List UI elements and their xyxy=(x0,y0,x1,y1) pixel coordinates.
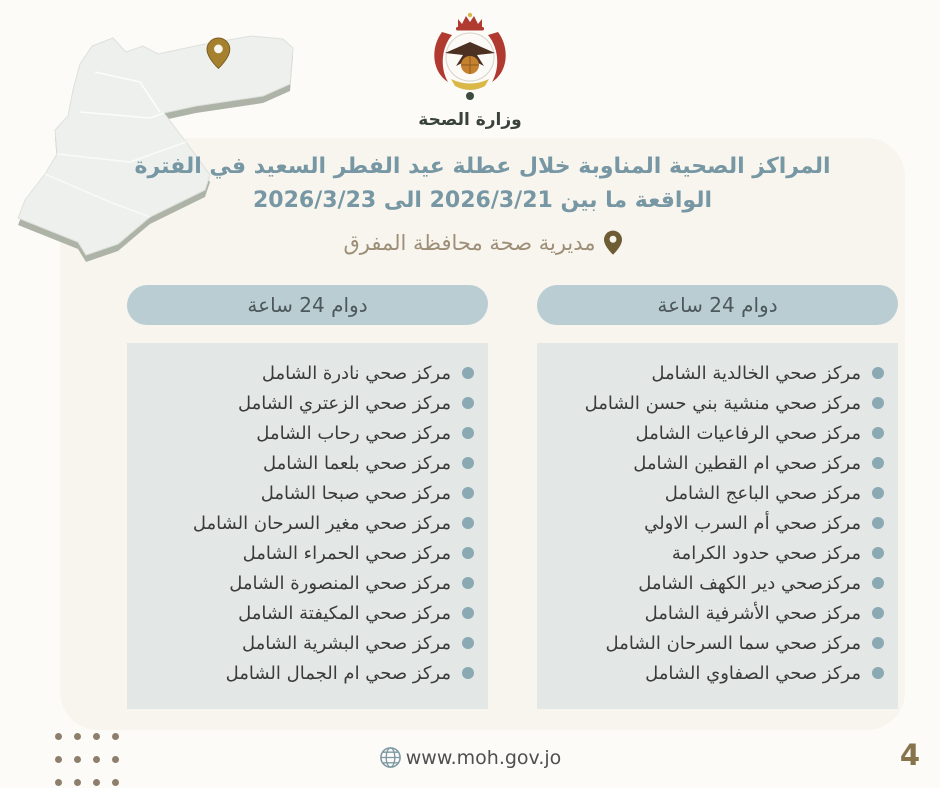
bullet-icon xyxy=(872,457,884,469)
page-number: 4 xyxy=(899,738,920,772)
bullet-icon xyxy=(462,637,474,649)
ministry-name: وزارة الصحة xyxy=(418,110,522,130)
list-item xyxy=(551,418,884,448)
crown-base xyxy=(456,27,484,31)
bullet-icon xyxy=(462,667,474,679)
bullet-icon xyxy=(872,637,884,649)
list-item xyxy=(141,538,474,568)
bullet-icon xyxy=(462,517,474,529)
health-center-name: مركز صحي ام القطين الشامل xyxy=(633,452,861,474)
health-center-name: مركز صحي الحمراء الشامل xyxy=(242,542,451,564)
column-left-list xyxy=(127,343,488,709)
list-item xyxy=(551,508,884,538)
dot xyxy=(112,733,119,740)
health-center-name: مركز صحي منشية بني حسن الشامل xyxy=(584,392,861,414)
list-item xyxy=(551,538,884,568)
health-center-name: مركز صحي الصفاوي الشامل xyxy=(645,662,861,684)
bullet-icon xyxy=(872,667,884,679)
dot xyxy=(112,779,119,786)
health-center-name: مركز صحي بلعما الشامل xyxy=(263,452,451,474)
bullet-icon xyxy=(872,397,884,409)
jordan-map xyxy=(0,12,300,262)
directorate-label: مديرية صحة محافظة المفرق xyxy=(343,231,596,255)
bullet-icon xyxy=(462,577,474,589)
bullet-icon xyxy=(462,547,474,559)
crown-orb xyxy=(468,13,472,17)
health-center-name: مركزصحي دير الكهف الشامل xyxy=(638,572,861,594)
list-item xyxy=(551,598,884,628)
website-row xyxy=(0,746,940,769)
list-item xyxy=(141,658,474,688)
list-item xyxy=(551,568,884,598)
list-item xyxy=(551,478,884,508)
bullet-icon xyxy=(462,487,474,499)
list-item xyxy=(551,658,884,688)
bullet-icon xyxy=(872,607,884,619)
column-left-header: دوام 24 ساعة xyxy=(127,285,488,325)
health-center-name: مركز صحي صبحا الشامل xyxy=(260,482,451,504)
bullet-icon xyxy=(462,397,474,409)
health-center-name: مركز صحي مغير السرحان الشامل xyxy=(192,512,451,534)
health-center-name: مركز صحي الزعتري الشامل xyxy=(237,392,451,414)
title-line-1: المراكز الصحية المناوبة خلال عطلة عيد الفطر السعيد في الفترة xyxy=(134,154,831,179)
list-item xyxy=(141,448,474,478)
list-item xyxy=(141,568,474,598)
dot xyxy=(93,733,100,740)
bullet-icon xyxy=(872,367,884,379)
column-right-header: دوام 24 ساعة xyxy=(537,285,898,325)
health-center-name: مركز صحي الباعج الشامل xyxy=(664,482,861,504)
page-title xyxy=(60,150,905,218)
dot xyxy=(55,779,62,786)
list-item xyxy=(141,628,474,658)
title-line-2: الواقعة ما بين 2026/3/21 الى 2026/3/23 xyxy=(252,188,713,213)
jordan-coat-of-arms-icon xyxy=(420,12,520,104)
list-item xyxy=(141,388,474,418)
bullet-icon xyxy=(872,577,884,589)
health-center-name: مركز صحي ام الجمال الشامل xyxy=(225,662,451,684)
bullet-icon xyxy=(462,367,474,379)
list-item xyxy=(141,478,474,508)
medal xyxy=(466,92,474,100)
health-center-name: مركز صحي حدود الكرامة xyxy=(671,542,861,564)
list-item xyxy=(141,508,474,538)
bullet-icon xyxy=(872,427,884,439)
health-center-name: مركز صحي الرفاعيات الشامل xyxy=(635,422,861,444)
dot xyxy=(74,779,81,786)
column-right xyxy=(537,285,898,709)
health-center-name: مركز صحي نادرة الشامل xyxy=(261,362,451,384)
jordan-map-graphic xyxy=(0,12,300,262)
crown xyxy=(458,16,482,28)
dot xyxy=(55,733,62,740)
location-pin-icon xyxy=(604,230,622,256)
map-land xyxy=(18,36,293,255)
ministry-logo xyxy=(405,12,535,130)
bullet-icon xyxy=(872,547,884,559)
health-center-name: مركز صحي الخالدية الشامل xyxy=(651,362,861,384)
globe-icon xyxy=(379,746,402,769)
dot xyxy=(93,779,100,786)
health-center-name: مركز صحي سما السرحان الشامل xyxy=(605,632,861,654)
bullet-icon xyxy=(462,457,474,469)
list-item xyxy=(141,598,474,628)
list-item xyxy=(551,628,884,658)
bullet-icon xyxy=(872,517,884,529)
bullet-icon xyxy=(462,427,474,439)
column-right-list xyxy=(537,343,898,709)
bullet-icon xyxy=(462,607,474,619)
dot xyxy=(74,733,81,740)
website-link[interactable]: www.moh.gov.jo xyxy=(405,746,562,769)
health-center-name: مركز صحي المكيفتة الشامل xyxy=(238,602,451,624)
health-center-name: مركز صحي المنصورة الشامل xyxy=(229,572,451,594)
column-left xyxy=(127,285,488,709)
bullet-icon xyxy=(872,487,884,499)
health-center-name: مركز صحي الأشرفية الشامل xyxy=(644,602,861,624)
health-center-name: مركز صحي رحاب الشامل xyxy=(256,422,451,444)
list-item xyxy=(141,358,474,388)
list-item xyxy=(551,448,884,478)
list-item xyxy=(141,418,474,448)
health-center-name: مركز صحي أم السرب الاولي xyxy=(644,512,861,534)
list-item xyxy=(551,388,884,418)
health-center-name: مركز صحي البشرية الشامل xyxy=(241,632,451,654)
list-item xyxy=(551,358,884,388)
directorate-line xyxy=(60,230,905,256)
